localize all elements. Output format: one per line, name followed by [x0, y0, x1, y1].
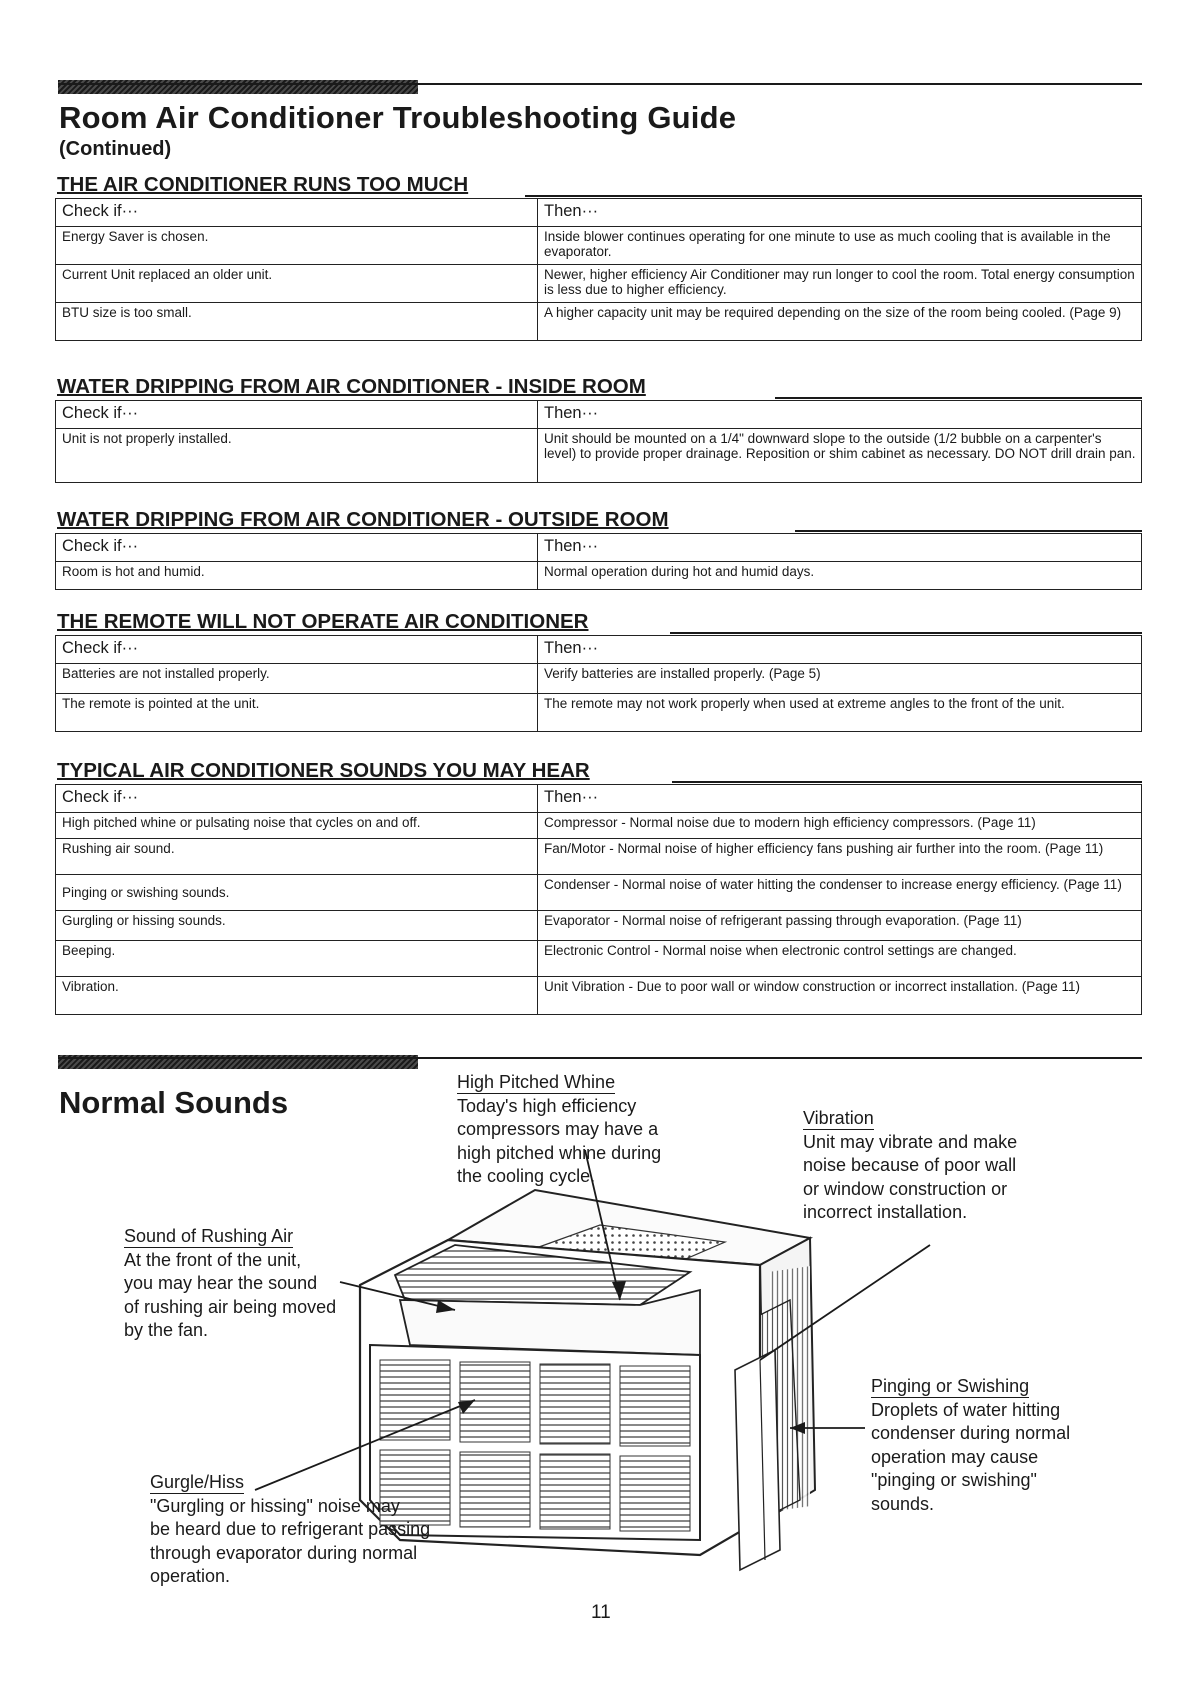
callout-title: Vibration — [803, 1108, 874, 1128]
page-number: 11 — [591, 1602, 611, 1623]
column-header-then: Then··· — [538, 199, 1142, 227]
page-subtitle: (Continued) — [59, 138, 172, 160]
column-header-check: Check if··· — [56, 534, 538, 562]
check-cell: Vibration. — [56, 977, 538, 1015]
then-cell: Newer, higher efficiency Air Conditioner may run longer to cool the room. Total energy consumption is less due to higher efficiency. — [538, 265, 1142, 303]
callout-line: incorrect installation. — [803, 1202, 968, 1222]
column-header-then: Then··· — [538, 785, 1142, 813]
then-cell: Unit Vibration - Due to poor wall or window construction or incorrect installation. (Page 11) — [538, 977, 1142, 1015]
column-header-check: Check if··· — [56, 199, 538, 227]
section-title: THE REMOTE WILL NOT OPERATE AIR CONDITIONER — [57, 610, 589, 633]
callout-line: high pitched whine during — [457, 1142, 662, 1163]
callout-line: condenser during normal — [871, 1423, 1071, 1443]
then-cell: Verify batteries are installed properly. (Page 5) — [538, 664, 1142, 694]
callout-line: be heard due to refrigerant passing — [150, 1519, 431, 1539]
check-cell: Batteries are not installed properly. — [56, 664, 538, 694]
check-cell: The remote is pointed at the unit. — [56, 694, 538, 732]
callout-line: Droplets of water hitting — [871, 1399, 1061, 1420]
callout-line: compressors may have a — [457, 1119, 659, 1139]
check-cell: Pinging or swishing sounds. — [56, 875, 538, 911]
check-cell: Rushing air sound. — [56, 839, 538, 875]
callout-title: High Pitched Whine — [457, 1072, 616, 1092]
callout-pinging-swishing — [871, 1375, 1070, 1516]
check-cell: Energy Saver is chosen. — [56, 227, 538, 265]
callout-line: Unit may vibrate and make — [803, 1131, 1018, 1152]
section-title: WATER DRIPPING FROM AIR CONDITIONER - OUTSIDE ROOM — [57, 508, 669, 531]
callout-title: Gurgle/Hiss — [150, 1472, 245, 1492]
column-header-check: Check if··· — [56, 401, 538, 429]
check-cell: Unit is not properly installed. — [56, 429, 538, 483]
then-cell: Normal operation during hot and humid days. — [538, 562, 1142, 590]
column-header-then: Then··· — [538, 534, 1142, 562]
column-header-then: Then··· — [538, 636, 1142, 664]
then-cell: Electronic Control - Normal noise when electronic control settings are changed. — [538, 941, 1142, 977]
check-cell: High pitched whine or pulsating noise that cycles on and off. — [56, 813, 538, 839]
then-cell: A higher capacity unit may be required depending on the size of the room being cooled. (Page 9) — [538, 303, 1142, 341]
callout-rushing-air — [124, 1225, 336, 1343]
callout-title: Pinging or Swishing — [871, 1376, 1030, 1396]
callout-line: through evaporator during normal — [150, 1542, 418, 1563]
check-cell: Current Unit replaced an older unit. — [56, 265, 538, 303]
callout-high-pitched-whine — [457, 1071, 661, 1189]
callout-line: the cooling cycle. — [457, 1166, 596, 1186]
section-title: THE AIR CONDITIONER RUNS TOO MUCH — [57, 173, 469, 196]
then-cell: The remote may not work properly when used at extreme angles to the front of the unit. — [538, 694, 1142, 732]
check-cell: Room is hot and humid. — [56, 562, 538, 590]
callout-line: operation may cause — [871, 1446, 1039, 1467]
callout-line: noise because of poor wall — [803, 1155, 1017, 1175]
check-cell: Gurgling or hissing sounds. — [56, 911, 538, 941]
section-title: TYPICAL AIR CONDITIONER SOUNDS YOU MAY HEAR — [57, 759, 590, 782]
then-cell: Unit should be mounted on a 1/4" downward slope to the outside (1/2 bubble on a carpenter's level) to provide proper drainage. Reposition or shim cabinet as necessary. DO NOT drill drain pan. — [538, 429, 1142, 483]
callout-line: you may hear the sound — [124, 1273, 318, 1293]
then-cell: Evaporator - Normal noise of refrigerant passing through evaporation. (Page 11) — [538, 911, 1142, 941]
check-cell: Beeping. — [56, 941, 538, 977]
callout-line: Today's high efficiency — [457, 1095, 637, 1116]
column-header-check: Check if··· — [56, 785, 538, 813]
callout-line: by the fan. — [124, 1320, 209, 1340]
callout-line: operation. — [150, 1566, 231, 1586]
check-cell: BTU size is too small. — [56, 303, 538, 341]
callout-line: sounds. — [871, 1493, 935, 1514]
then-cell: Inside blower continues operating for one minute to use as much cooling that is available in the evaporator. — [538, 227, 1142, 265]
callout-gurgle-hiss — [150, 1471, 430, 1589]
then-cell: Compressor - Normal noise due to modern high efficiency compressors. (Page 11) — [538, 813, 1142, 839]
normal-sounds-title: Normal Sounds — [59, 1085, 289, 1120]
then-cell: Condenser - Normal noise of water hitting the condenser to increase energy efficiency. (Page 11) — [538, 875, 1142, 911]
callout-line: At the front of the unit, — [124, 1249, 302, 1270]
then-cell: Fan/Motor - Normal noise of higher efficiency fans pushing air further into the room. (Page 11) — [538, 839, 1142, 875]
callout-title: Sound of Rushing Air — [124, 1226, 294, 1246]
callout-vibration — [803, 1107, 1017, 1225]
column-header-check: Check if··· — [56, 636, 538, 664]
callout-line: "pinging or swishing" — [871, 1470, 1037, 1490]
section-title: WATER DRIPPING FROM AIR CONDITIONER - INSIDE ROOM — [57, 375, 646, 398]
column-header-then: Then··· — [538, 401, 1142, 429]
page-title: Room Air Conditioner Troubleshooting Guide — [59, 100, 737, 135]
callout-line: or window construction or — [803, 1178, 1008, 1199]
callout-line: of rushing air being moved — [124, 1296, 337, 1317]
callout-line: "Gurgling or hissing" noise may — [150, 1495, 400, 1516]
